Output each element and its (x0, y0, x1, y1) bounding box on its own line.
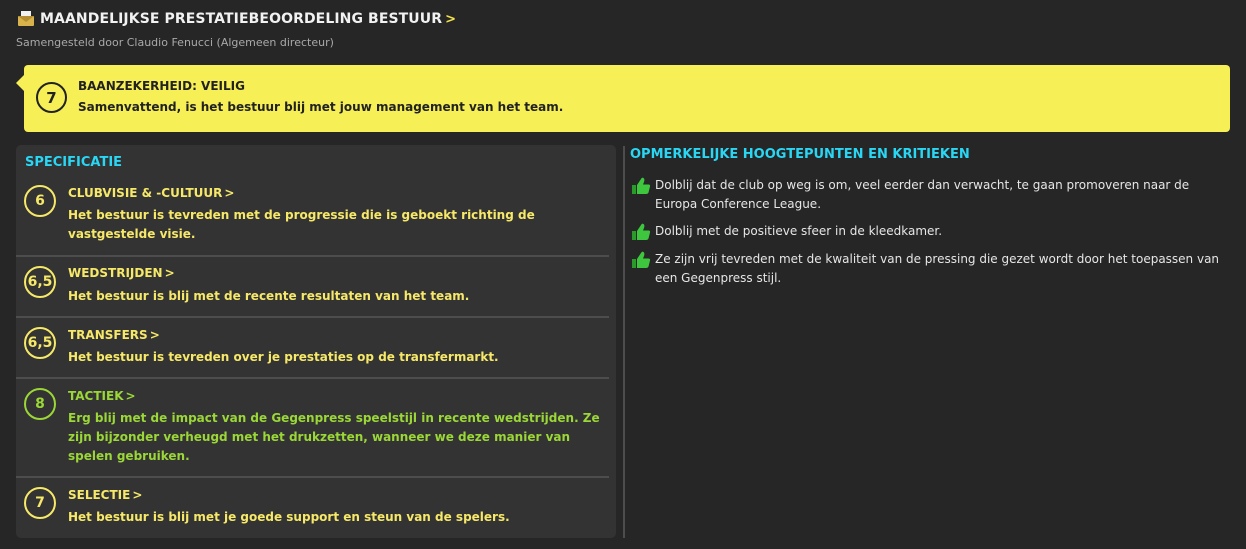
score-badge: 6,5 (24, 327, 56, 359)
spec-item-description: Het bestuur is blij met de recente resultaten van het team. (68, 289, 470, 303)
score-badge: 8 (24, 388, 56, 420)
chevron-right-icon: > (149, 328, 160, 342)
job-security-banner (24, 65, 1230, 132)
spec-item-club-vision (16, 180, 609, 257)
spec-item-description: Erg blij met de impact van de Gegenpress speelstijl in recente wedstrijden. Ze zijn bijzonder verheugd met het drukzetten, wanneer we deze manier van spelen gebruiken. (68, 411, 600, 463)
spec-item-description: Het bestuur is tevreden over je prestaties op de transfermarkt. (68, 350, 499, 364)
chevron-right-icon: > (132, 488, 143, 502)
job-security-title: BAANZEKERHEID: VEILIG (78, 79, 245, 93)
spec-item-title-link[interactable]: TRANSFERS > (68, 328, 160, 342)
spec-item-transfers (16, 318, 609, 379)
spec-item-squad (16, 478, 609, 538)
chevron-right-icon: > (445, 11, 457, 27)
specification-panel (16, 145, 616, 538)
chevron-right-icon: > (125, 389, 136, 403)
thumbs-up-icon (630, 176, 652, 196)
specification-heading: SPECIFICATIE (25, 155, 123, 170)
title-link[interactable] (17, 10, 456, 28)
chevron-right-icon: > (164, 266, 175, 280)
spec-item-title-link[interactable]: CLUBVISIE & -CULTUUR > (68, 186, 235, 200)
highlight-text: Dolblij met de positieve sfeer in de kleedkamer. (655, 224, 943, 238)
thumbs-up-icon (630, 250, 652, 270)
page-header (17, 10, 456, 28)
envelope-icon (17, 12, 35, 27)
spec-item-matches (16, 257, 609, 318)
chevron-right-icon: > (224, 186, 235, 200)
spec-item-tactics (16, 379, 609, 478)
page-title: MAANDELIJKSE PRESTATIEBEOORDELING BESTUUR (40, 11, 443, 27)
score-badge: 6,5 (24, 266, 56, 298)
highlight-text: Ze zijn vrij tevreden met de kwaliteit van de pressing die gezet wordt door het toepassen van een Gegenpress stijl. (655, 252, 1220, 285)
job-security-summary: Samenvattend, is het bestuur blij met jouw management van het team. (78, 100, 564, 114)
spec-item-description: Het bestuur is blij met je goede support en steun van de spelers. (68, 510, 510, 524)
spec-item-title-link[interactable]: WEDSTRIJDEN > (68, 266, 175, 280)
score-badge: 7 (24, 487, 56, 519)
highlight-text: Dolblij dat de club op weg is om, veel eerder dan verwacht, te gaan promoveren naar de Europa Conference League. (655, 178, 1190, 211)
spec-item-title-link[interactable]: SELECTIE > (68, 488, 143, 502)
thumbs-up-icon (630, 222, 652, 242)
score-badge: 6 (24, 185, 56, 217)
spec-item-description: Het bestuur is tevreden met de progressie die is geboekt richting de vastgestelde visie. (68, 208, 535, 241)
page-subtitle: Samengesteld door Claudio Fenucci (Algemeen directeur) (16, 36, 334, 49)
column-divider (623, 146, 625, 538)
overall-score-badge: 7 (36, 82, 67, 113)
spec-item-title-link[interactable]: TACTIEK > (68, 389, 136, 403)
highlights-heading: OPMERKELIJKE HOOGTEPUNTEN EN KRITIEKEN (630, 147, 970, 162)
